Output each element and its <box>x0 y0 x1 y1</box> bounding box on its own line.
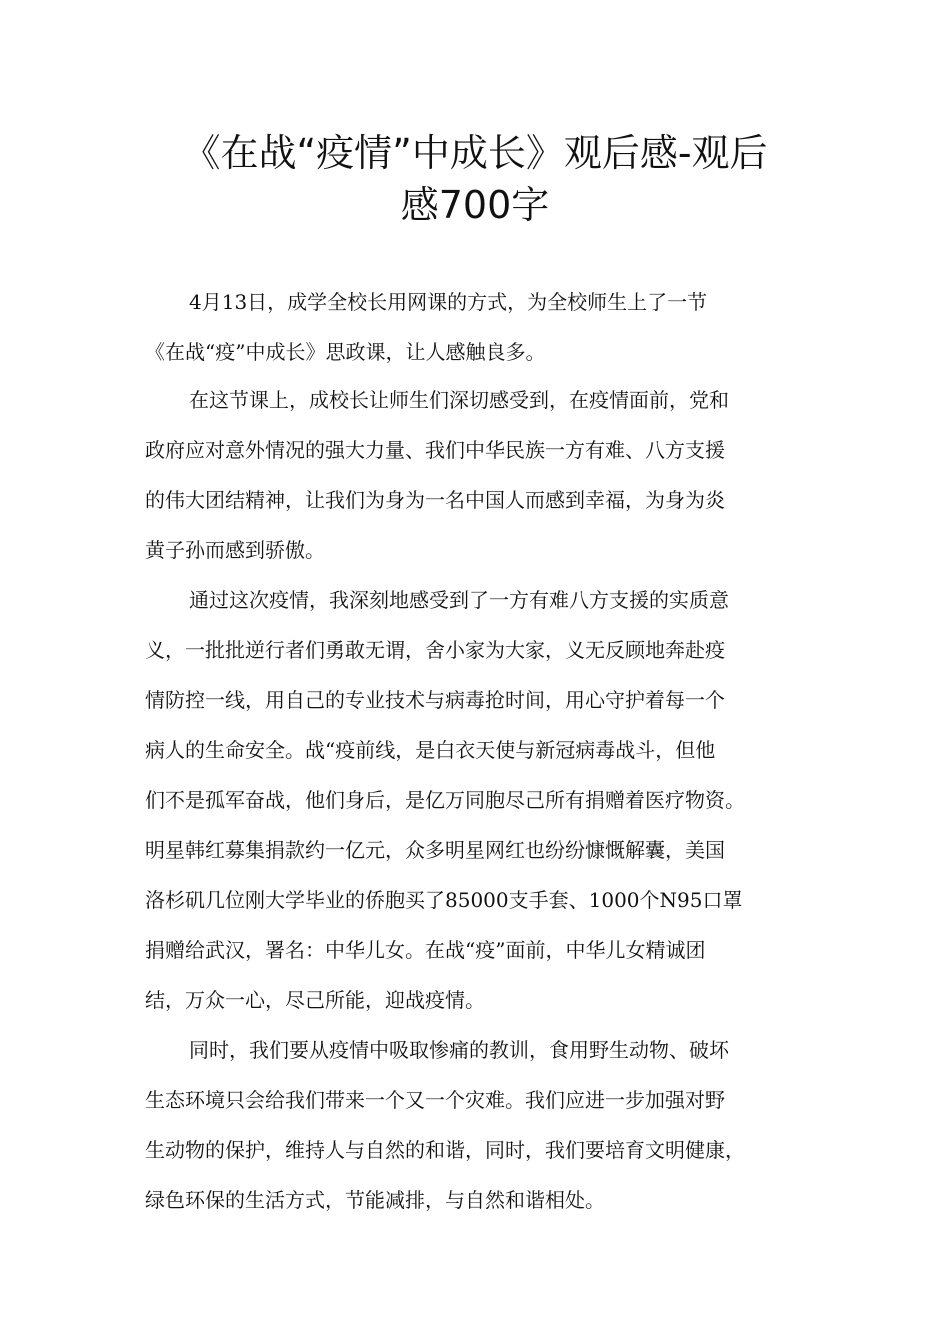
paragraph-line: 通过这次疫情，我深刻地感受到了一方有难八方支援的实质意 <box>189 588 729 612</box>
paragraph-line: 4月13日，成学全校长用网课的方式，为全校师生上了一节 <box>189 290 708 314</box>
paragraph-line: 同时，我们要从疫情中吸取惨痛的教训，食用野生动物、破坏 <box>189 1038 729 1062</box>
paragraph-line: 情防控一线，用自己的专业技术与病毒抢时间，用心守护着每一个 <box>145 688 725 712</box>
paragraph-line: 捐赠给武汉，署名：中华儿女。在战“疫”面前，中华儿女精诚团 <box>145 938 706 962</box>
paragraph-3 <box>145 588 835 1012</box>
paragraph-1 <box>145 290 835 364</box>
paragraph-4 <box>145 1038 835 1212</box>
paragraph-line: 的伟大团结精神，让我们为身为一名中国人而感到幸福，为身为炎 <box>145 488 725 512</box>
paragraph-line: 在这节课上，成校长让师生们深切感受到，在疫情面前，党和 <box>189 388 729 412</box>
paragraph-line: 义，一批批逆行者们勇敢无谓，舍小家为大家，义无反顾地奔赴疫 <box>145 638 725 662</box>
paragraph-line: 明星韩红募集捐款约一亿元，众多明星网红也纷纷慷慨解囊，美国 <box>145 838 725 862</box>
paragraph-line: 病人的生命安全。战“疫前线，是白衣天使与新冠病毒战斗，但他 <box>145 738 716 762</box>
paragraph-line: 洛杉矶几位刚大学毕业的侨胞买了85000支手套、1000个N95口罩 <box>145 888 743 912</box>
paragraph-2 <box>145 388 835 562</box>
document-title-line-2: 感700字 <box>400 183 550 227</box>
paragraph-line: 生态环境只会给我们带来一个又一个灾难。我们应进一步加强对野 <box>145 1088 725 1112</box>
paragraph-line: 政府应对意外情况的强大力量、我们中华民族一方有难、八方支援 <box>145 438 725 462</box>
paragraph-line: 黄子孙而感到骄傲。 <box>145 538 325 562</box>
document-title-line-1: 《在战“疫情”中成长》观后感-观后 <box>182 131 768 175</box>
paragraph-line: 结，万众一心，尽己所能，迎战疫情。 <box>145 988 485 1012</box>
paragraph-line: 《在战“疫”中成长》思政课，让人感触良多。 <box>145 340 546 364</box>
paragraph-line: 生动物的保护，维持人与自然的和谐，同时，我们要培育文明健康， <box>145 1138 745 1162</box>
paragraph-line: 们不是孤军奋战，他们身后，是亿万同胞尽己所有捐赠着医疗物资。 <box>145 788 745 812</box>
paragraph-line: 绿色环保的生活方式，节能减排，与自然和谐相处。 <box>145 1188 605 1212</box>
